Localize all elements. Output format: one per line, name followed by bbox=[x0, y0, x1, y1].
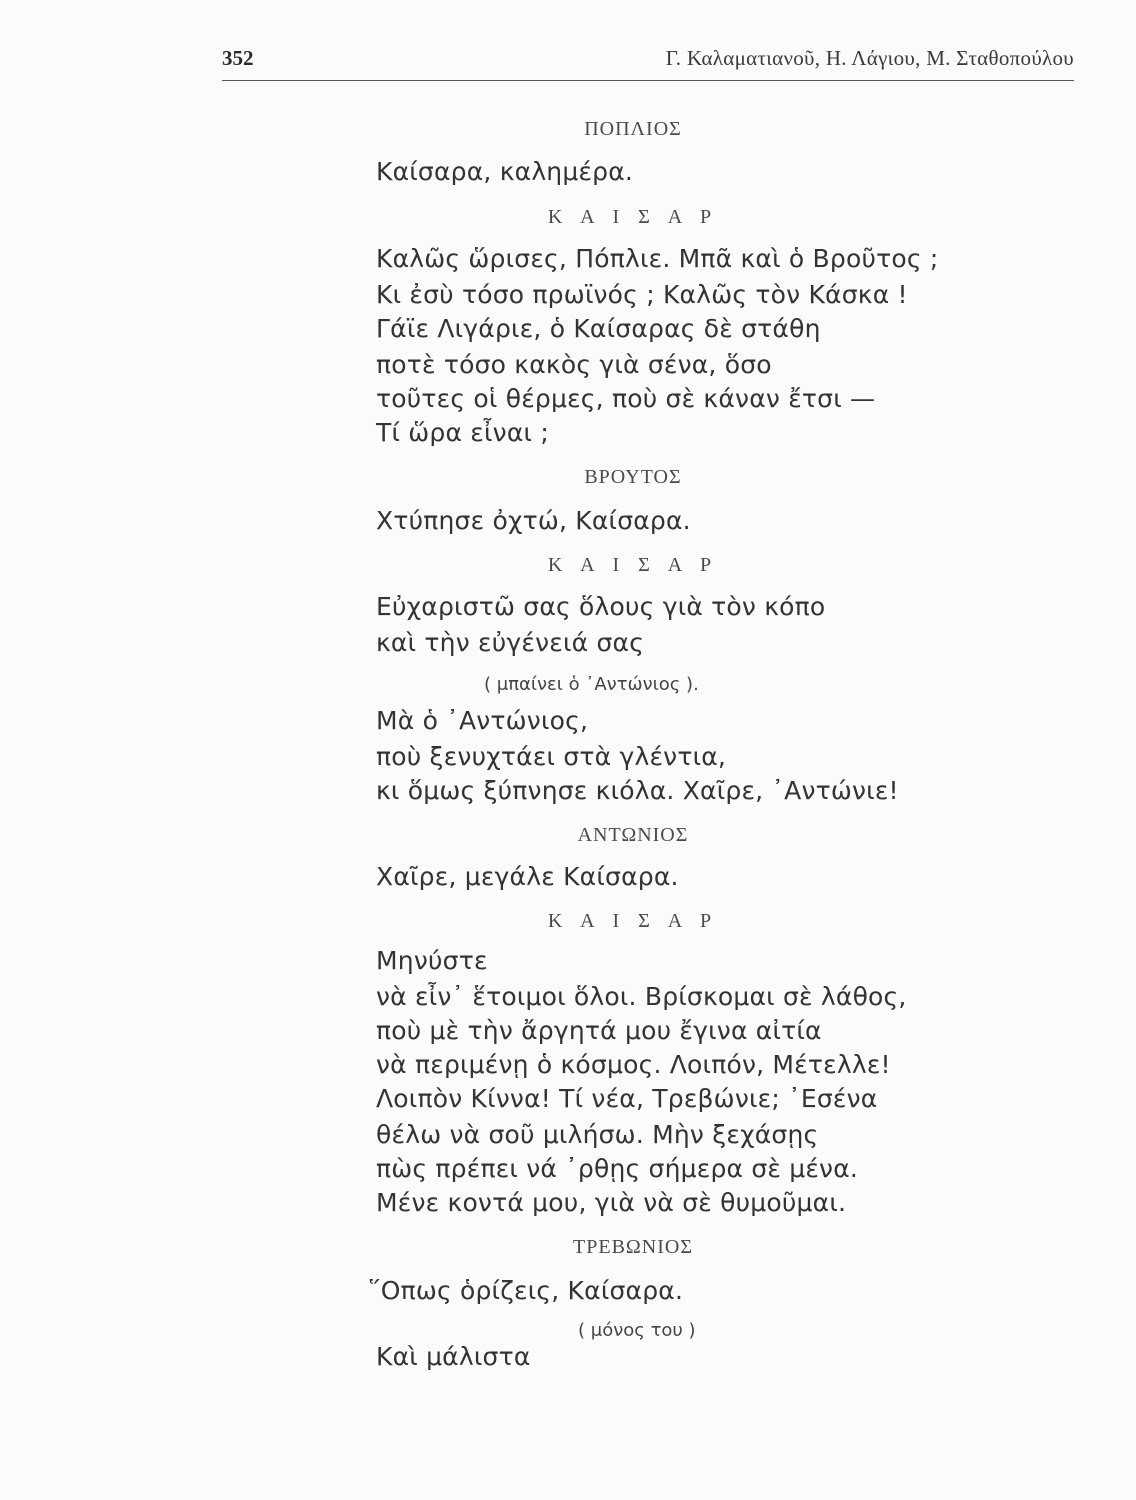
verse-line: Εὐχαριστῶ σας ὅλους γιὰ τὸν κόπο bbox=[376, 592, 826, 621]
speaker-name: ΠΟΠΛΙΟΣ bbox=[584, 118, 682, 140]
verse-line: Κι ἐσὺ τόσο πρωϊνός ; Καλῶς τὸν Κάσκα ! bbox=[376, 280, 908, 309]
speaker-name: Κ Α Ι Σ Α Ρ bbox=[547, 910, 719, 932]
verse-line: θέλω νὰ σοῦ μιλήσω. Μὴν ξεχάσῃς bbox=[376, 1120, 819, 1149]
speaker-name: Κ Α Ι Σ Α Ρ bbox=[547, 554, 719, 576]
verse-line: Γάϊε Λιγάριε, ὁ Καίσαρας δὲ στάθη bbox=[376, 314, 821, 343]
verse-line: Χτύπησε ὀχτώ, Καίσαρα. bbox=[376, 506, 691, 535]
verse-line: Καλῶς ὥρισες, Πόπλιε. Μπᾶ καὶ ὁ Βροῦτος ; bbox=[376, 244, 939, 273]
stage-direction: ( μπαίνει ὁ ᾿Αντώνιος ). bbox=[484, 674, 699, 695]
verse-line: ῞Οπως ὁρίζεις, Καίσαρα. bbox=[368, 1276, 684, 1305]
verse-line: Μηνύστε bbox=[376, 946, 488, 975]
verse-line: Τί ὥρα εἶναι ; bbox=[376, 418, 549, 447]
speaker-name: ΤΡΕΒΩΝΙΟΣ bbox=[573, 1236, 693, 1258]
verse-line: καὶ τὴν εὐγένειά σας bbox=[376, 628, 645, 657]
page-header bbox=[222, 42, 1074, 82]
speaker-name: ΑΝΤΩΝΙΟΣ bbox=[577, 824, 689, 846]
verse-line: Χαῖρε, μεγάλε Καίσαρα. bbox=[376, 862, 679, 891]
verse-line: πὼς πρέπει νά ᾿ρθῃς σήμερα σὲ μένα. bbox=[376, 1154, 859, 1183]
verse-line: Καὶ μάλιστα bbox=[376, 1342, 531, 1371]
verse-line: νὰ εἶν᾿ ἕτοιμοι ὅλοι. Βρίσκομαι σὲ λάθος, bbox=[376, 982, 907, 1011]
verse-line: ποτὲ τόσο κακὸς γιὰ σένα, ὅσο bbox=[376, 350, 772, 379]
verse-line: κι ὅμως ξύπνησε κιόλα. Χαῖρε, ᾿Αντώνιε! bbox=[376, 776, 899, 805]
verse-line: Καίσαρα, καλημέρα. bbox=[376, 157, 634, 186]
verse-line: Μένε κοντά μου, γιὰ νὰ σὲ θυμοῦμαι. bbox=[376, 1188, 847, 1217]
speaker-name: ΒΡΟΥΤΟΣ bbox=[584, 466, 682, 488]
verse-line: Λοιπὸν Κίννα! Τί νέα, Τρεβώνιε; ᾿Εσένα bbox=[376, 1084, 878, 1113]
verse-line: ποὺ μὲ τὴν ἄργητά μου ἔγινα αἰτία bbox=[376, 1016, 822, 1045]
page-number: 352 bbox=[222, 46, 254, 70]
verse-line: τοῦτες οἱ θέρμες, ποὺ σὲ κάναν ἔτσι — bbox=[376, 384, 876, 413]
verse-line: Μὰ ὁ ᾿Αντώνιος, bbox=[376, 706, 589, 735]
verse-line: νὰ περιμένῃ ὁ κόσμος. Λοιπόν, Μέτελλε! bbox=[376, 1050, 891, 1079]
running-head: Γ. Καλαματιανοῦ, Η. Λάγιου, Μ. Σταθοπούλου bbox=[665, 46, 1074, 70]
speaker-name: Κ Α Ι Σ Α Ρ bbox=[547, 206, 719, 228]
verse-line: ποὺ ξενυχτάει στὰ γλέντια, bbox=[376, 742, 727, 771]
header-rule bbox=[222, 80, 1074, 81]
stage-direction: ( μόνος του ) bbox=[578, 1320, 696, 1341]
